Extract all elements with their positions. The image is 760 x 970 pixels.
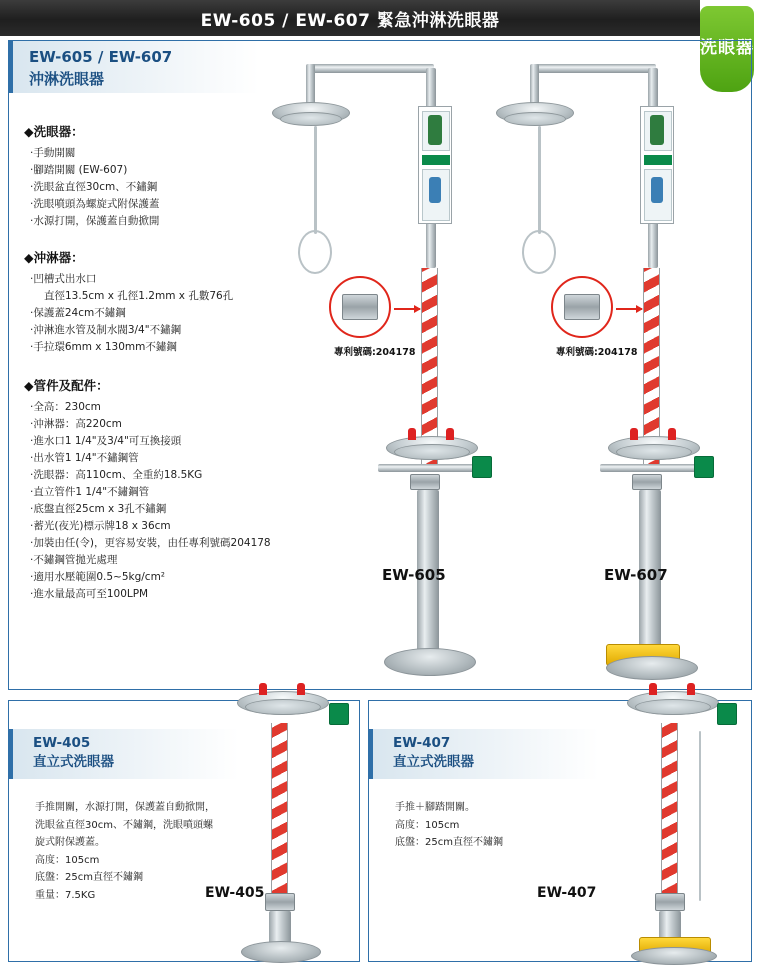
pull-rod (538, 126, 541, 234)
model-label-ew605: EW-605 (382, 566, 446, 584)
page-title: EW-605 / EW-607 緊急沖淋洗眼器 (200, 10, 500, 31)
supply-pipe-horizontal (308, 64, 434, 73)
callout-arrow (394, 308, 420, 310)
pull-rod (314, 126, 317, 234)
spec-item: ·洗眼噴頭為螺旋式附保護蓋 (30, 198, 160, 210)
page-header (0, 0, 700, 36)
eyewash-bowl-inner (245, 699, 321, 715)
top-section-title (9, 41, 259, 93)
eyewash-nozzle-left (630, 428, 638, 440)
eyewash-bowl-inner (616, 444, 692, 460)
eyewash-valve (632, 474, 662, 490)
specification-list (24, 122, 274, 617)
panel-body-line: 底盤：25cm直徑不鏽鋼 (395, 837, 503, 848)
spec-item: ·洗眼器：高110cm、全重約18.5KG (30, 469, 203, 481)
spec-heading: ◆沖淋器： (24, 250, 84, 265)
panel-body-line: 底盤：25cm直徑不鏽鋼 (35, 872, 143, 883)
spec-item: ·出水管1 1/4"不鏽鋼管 (30, 452, 139, 464)
eyewash-sign (472, 456, 492, 478)
spec-item: ·全高：230cm (30, 401, 101, 413)
supply-pipe-horizontal (532, 64, 656, 73)
eyewash-nozzle-left (408, 428, 416, 440)
eyewash-valve (655, 893, 685, 911)
spec-item: ·腳踏開關 (EW-607) (30, 164, 128, 176)
eyewash-nozzle-left (649, 683, 657, 695)
panel-body-line: 高度：105cm (395, 819, 460, 831)
panel-body-line: 重量：7.5KG (35, 889, 96, 901)
spec-item: ·直立管件1 1/4"不鏽鋼管 (30, 486, 150, 498)
instruction-sign (418, 106, 452, 224)
top-title-name: 沖淋洗眼器 (29, 69, 105, 88)
eyewash-sign (694, 456, 714, 478)
eyewash-bowl-inner (394, 444, 470, 460)
panel-title-model: EW-405 (33, 735, 91, 751)
product-illustration-area (276, 44, 746, 684)
spec-item: ·進水量最高可至100LPM (30, 588, 149, 600)
spec-item: ·加裝由任(令)，更容易安裝，由任專利號碼204178 (30, 537, 271, 549)
floor-base (631, 947, 717, 965)
spec-item: ·保護蓋24cm不鏽鋼 (30, 307, 126, 319)
eyewash-nozzle-right (446, 428, 454, 440)
spec-item: ·水源打開，保護蓋自動掀開 (30, 215, 160, 227)
spec-item: ·洗眼盆直徑30cm、不鏽鋼 (30, 181, 158, 193)
panel-body-line: 手推＋腳踏開關。 (395, 802, 475, 813)
spec-group-shower (24, 248, 274, 356)
eyewash-nozzle-left (259, 683, 267, 695)
panel-body-line: 手推開關，水源打開，保護蓋自動掀開， (35, 802, 215, 813)
spec-item: ·適用水壓範圍0.5~5kg/cm² (30, 571, 166, 583)
panel-ew405-model-label: EW-405 (205, 885, 265, 901)
eyewash-sign (329, 703, 349, 725)
panel-title-name: 直立式洗眼器 (33, 753, 114, 770)
patent-label-ew605: 專利號碼:204178 (334, 347, 416, 358)
spec-item: ·凹槽式出水口 (30, 273, 97, 285)
floor-base (606, 656, 698, 680)
top-title-model: EW-605 / EW-607 (29, 48, 173, 66)
shower-drop-pipe (306, 64, 315, 106)
spec-item: ·沖淋進水管及制水閥3/4"不鏽鋼 (30, 324, 182, 336)
eyewash-bowl-inner (635, 699, 711, 715)
spec-item: ·蓄光(夜光)標示牌18 x 36cm (30, 520, 171, 532)
shower-head-rim (280, 112, 342, 126)
pedal-linkage-rod (699, 731, 701, 901)
spec-item: ·手拉環6mm x 130mm不鏽鋼 (30, 341, 177, 353)
panel-title-name: 直立式洗眼器 (393, 753, 474, 770)
spec-heading: ◆洗眼器： (24, 124, 84, 139)
panel-ew407-model-label: EW-407 (537, 885, 597, 901)
callout-arrow (616, 308, 642, 310)
union-fitting (564, 294, 600, 320)
eyewash-nozzle-right (687, 683, 695, 695)
panel-ew405 (8, 700, 360, 962)
striped-pole (661, 723, 678, 893)
eyewash-sign (717, 703, 737, 725)
pull-ring (522, 230, 556, 274)
panel-body-line: 高度：105cm (35, 854, 100, 866)
category-tab-label: 洗眼器 (700, 38, 754, 59)
patent-label-ew607: 專利號碼:204178 (556, 347, 638, 358)
spec-item: ·沖淋器：高220cm (30, 418, 122, 430)
product-illustration-ew405 (9, 701, 359, 961)
eyewash-valve (410, 474, 440, 490)
spec-item: ·底盤直徑25cm x 3孔不鏽鋼 (30, 503, 167, 515)
panel-body-line: 洗眼盆直徑30cm、不鏽鋼，洗眼噴頭螺 (35, 819, 213, 831)
product-illustration-ew407 (369, 701, 751, 961)
spec-item: ·進水口1 1/4"及3/4"可互換接頭 (30, 435, 182, 447)
shower-head-rim (504, 112, 566, 126)
union-fitting (342, 294, 378, 320)
panel-body-line: 旋式附保護蓋。 (35, 837, 105, 848)
instruction-sign (640, 106, 674, 224)
model-label-ew607: EW-607 (604, 566, 668, 584)
spec-heading: ◆管件及配件： (24, 378, 109, 393)
striped-pole (271, 723, 288, 893)
panel-ew407 (368, 700, 752, 962)
pull-ring (298, 230, 332, 274)
spec-subitem: 直徑13.5cm x 孔徑1.2mm x 孔數76孔 (44, 290, 234, 302)
floor-base (384, 648, 476, 676)
panel-title-model: EW-407 (393, 735, 451, 751)
floor-base (241, 941, 321, 963)
spec-group-fittings (24, 376, 274, 603)
eyewash-valve (265, 893, 295, 911)
shower-drop-pipe (530, 64, 539, 106)
spec-group-eyewash (24, 122, 274, 230)
eyewash-nozzle-right (668, 428, 676, 440)
spec-item: ·手動開關 (30, 147, 76, 159)
spec-item: ·不鏽鋼管拋光處理 (30, 554, 118, 566)
eyewash-nozzle-right (297, 683, 305, 695)
